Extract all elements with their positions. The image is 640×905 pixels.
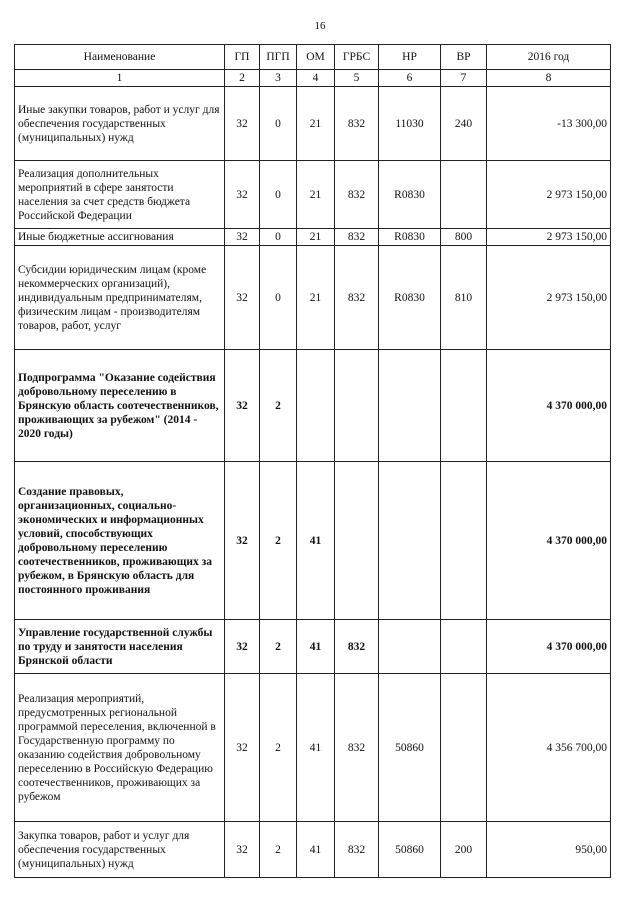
row-pgp: 2 <box>260 674 297 822</box>
row-grbs <box>335 462 379 620</box>
header-name: Наименование <box>15 45 225 70</box>
column-number-row <box>15 70 611 87</box>
row-om: 21 <box>297 246 335 350</box>
row-om: 41 <box>297 620 335 674</box>
row-amount: 4 370 000,00 <box>487 620 611 674</box>
row-pgp: 2 <box>260 822 297 878</box>
table-row <box>15 350 611 462</box>
header-grbs: ГРБС <box>335 45 379 70</box>
row-pgp: 2 <box>260 350 297 462</box>
row-vr <box>441 620 487 674</box>
row-nr: 50860 <box>379 674 441 822</box>
table-row <box>15 246 611 350</box>
row-vr: 800 <box>441 229 487 246</box>
row-amount: 4 356 700,00 <box>487 674 611 822</box>
row-pgp: 2 <box>260 462 297 620</box>
row-grbs: 832 <box>335 87 379 161</box>
row-name: Субсидии юридическим лицам (кроме некоммерческих организаций), индивидуальным предпринимателям, физическим лицам - производителям товаров, работ, услуг <box>15 246 225 350</box>
row-om: 41 <box>297 822 335 878</box>
row-amount: 2 973 150,00 <box>487 246 611 350</box>
row-grbs: 832 <box>335 620 379 674</box>
header-year: 2016 год <box>487 45 611 70</box>
row-pgp: 0 <box>260 229 297 246</box>
row-vr <box>441 161 487 229</box>
row-amount: 4 370 000,00 <box>487 350 611 462</box>
row-amount: 2 973 150,00 <box>487 229 611 246</box>
row-vr <box>441 350 487 462</box>
header-gp: ГП <box>225 45 260 70</box>
row-name: Управление государственной службы по труду и занятости населения Брянской области <box>15 620 225 674</box>
row-grbs: 832 <box>335 161 379 229</box>
row-grbs <box>335 350 379 462</box>
row-pgp: 0 <box>260 161 297 229</box>
row-om: 41 <box>297 462 335 620</box>
row-nr <box>379 350 441 462</box>
row-vr: 240 <box>441 87 487 161</box>
table-row <box>15 674 611 822</box>
header-vr: ВР <box>441 45 487 70</box>
row-amount: 4 370 000,00 <box>487 462 611 620</box>
row-grbs: 832 <box>335 674 379 822</box>
row-grbs: 832 <box>335 246 379 350</box>
row-nr <box>379 462 441 620</box>
column-number: 8 <box>487 70 611 87</box>
row-vr <box>441 674 487 822</box>
column-number: 7 <box>441 70 487 87</box>
page-number: 16 <box>314 20 326 32</box>
column-number: 1 <box>15 70 225 87</box>
header-nr: НР <box>379 45 441 70</box>
header-pgp: ПГП <box>260 45 297 70</box>
row-om: 21 <box>297 229 335 246</box>
row-vr: 810 <box>441 246 487 350</box>
row-nr: R0830 <box>379 229 441 246</box>
row-amount: 950,00 <box>487 822 611 878</box>
row-amount: 2 973 150,00 <box>487 161 611 229</box>
row-amount: -13 300,00 <box>487 87 611 161</box>
row-pgp: 0 <box>260 87 297 161</box>
row-name: Реализация дополнительных мероприятий в сфере занятости населения за счет средств бюджета Российской Федерации <box>15 161 225 229</box>
table-row <box>15 822 611 878</box>
row-nr: 50860 <box>379 822 441 878</box>
row-vr <box>441 462 487 620</box>
row-name: Подпрограмма "Оказание содействия добровольному переселению в Брянскую область соотечественников, проживающих за рубежом" (2014 - 2020 годы) <box>15 350 225 462</box>
column-number: 6 <box>379 70 441 87</box>
row-om: 21 <box>297 161 335 229</box>
table-row <box>15 462 611 620</box>
table-row <box>15 87 611 161</box>
row-pgp: 2 <box>260 620 297 674</box>
row-name: Закупка товаров, работ и услуг для обеспечения государственных (муниципальных) нужд <box>15 822 225 878</box>
row-pgp: 0 <box>260 246 297 350</box>
row-name: Иные бюджетные ассигнования <box>15 229 225 246</box>
budget-table <box>14 44 611 878</box>
table-row <box>15 229 611 246</box>
table-row <box>15 161 611 229</box>
row-gp: 32 <box>225 620 260 674</box>
row-gp: 32 <box>225 229 260 246</box>
row-vr: 200 <box>441 822 487 878</box>
column-number: 2 <box>225 70 260 87</box>
header-om: ОМ <box>297 45 335 70</box>
row-name: Создание правовых, организационных, социально-экономических и информационных условий, способствующих добровольному переселению соотечественников, проживающих за рубежом, в Брянскую область для постоянного проживания <box>15 462 225 620</box>
row-gp: 32 <box>225 674 260 822</box>
row-gp: 32 <box>225 246 260 350</box>
row-nr: R0830 <box>379 246 441 350</box>
row-om: 21 <box>297 87 335 161</box>
column-number: 3 <box>260 70 297 87</box>
row-gp: 32 <box>225 350 260 462</box>
column-number: 5 <box>335 70 379 87</box>
column-number: 4 <box>297 70 335 87</box>
row-name: Реализация мероприятий, предусмотренных региональной программой переселения, включенной в Государственную программу по оказанию содействия добровольному переселению в Российскую Федерацию соотечественников, проживающих за рубежом <box>15 674 225 822</box>
row-grbs: 832 <box>335 229 379 246</box>
row-gp: 32 <box>225 462 260 620</box>
table-row <box>15 620 611 674</box>
row-om: 41 <box>297 674 335 822</box>
row-nr: 11030 <box>379 87 441 161</box>
row-name: Иные закупки товаров, работ и услуг для обеспечения государственных (муниципальных) нужд <box>15 87 225 161</box>
row-gp: 32 <box>225 87 260 161</box>
row-gp: 32 <box>225 822 260 878</box>
row-gp: 32 <box>225 161 260 229</box>
row-om <box>297 350 335 462</box>
header-row <box>15 45 611 70</box>
row-nr: R0830 <box>379 161 441 229</box>
row-nr <box>379 620 441 674</box>
row-grbs: 832 <box>335 822 379 878</box>
